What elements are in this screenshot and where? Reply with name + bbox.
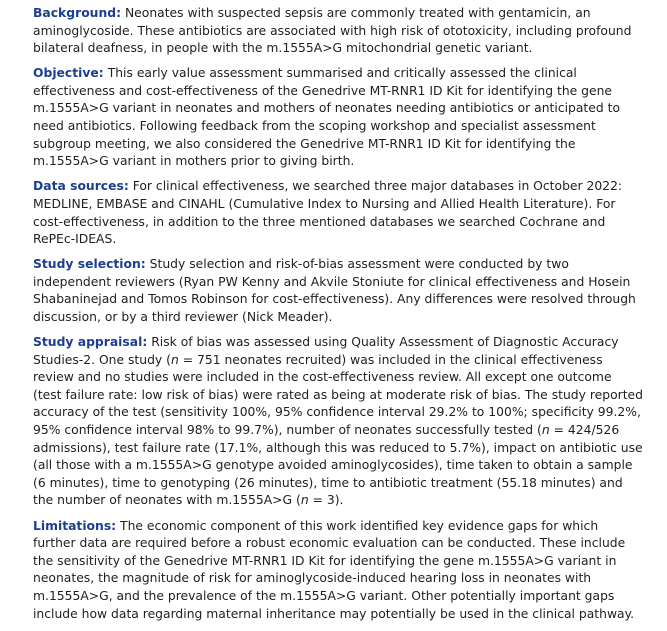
limitations-text: The economic component of this work identified key evidence gaps for which further data are required before a robust economic evaluation can be conducted. These include the sensitivity of the Genedrive MT-RNR1 ID Kit for identifying the gene m.1555A>G variant in neonates, the magnitude of risk for aminoglycoside-induced hearing loss in neonates with m.1555A>G, and the prevalence of the m.1555A>G variant. Other potentially important gaps include how data regarding maternal inheritance may potentially be used in the clinical pathway. [33,518,635,621]
appraisal-text-part: = 424/526 admissions), test failure rate (17.1%, although this was reduced to 5.7%), impact on antibiotic use (all those with a m.1555A>G genotype avoided aminoglycosides), time taken to obtain a sample (6 minutes), time to genotyping (26 minutes), time to antibiotic treatment (55.18 minutes) and the number of neonates with m.1555A>G ( [33,423,643,508]
appraisal-text-part: = 751 neonates recruited) was included in the clinical effectiveness review and no studies were included in the cost-effectiveness review. All except one outcome (test failure rate: low risk of bias) were rated as being at moderate risk of bias. The study reported accuracy of the test (sensitivity 100%, 95% confidence interval 29.2% to 100%; specificity 99.2%, 95% confidence interval 98% to 99.7%), number of neonates successfully tested ( [33,352,643,438]
study-selection-heading: Study selection: [33,257,146,272]
objective-heading: Objective: [33,66,104,81]
study-selection-text: Study selection and risk-of-bias assessment were conducted by two independent reviewers (Ryan PW Kenny and Akvile Stoniute for clinical effectiveness and Hosein Shabaninejad and Tomos Robinson for cost-effectiveness). Any differences were resolved through discussion, or by a third reviewer (Nick Meader). [33,257,636,324]
data-sources-heading: Data sources: [33,179,129,194]
study-appraisal-section [33,334,643,510]
data-sources-text: For clinical effectiveness, we searched three major databases in October 2022: MEDLINE, EMBASE and CINAHL (Cumulative Index to Nursing and Allied Health Literature). For cost-effectiveness, in addition to the three mentioned databases we searched Cochrane and RePEc-IDEAS. [33,179,623,247]
limitations-heading: Limitations: [33,518,117,533]
study-selection-section [33,256,643,326]
study-appraisal-heading: Study appraisal: [33,335,148,350]
appraisal-n-symbol: n [541,423,550,438]
background-text: Neonates with suspected sepsis are commonly treated with gentamicin, an aminoglycoside. These antibiotics are associated with high risk of ototoxicity, including profound bilateral deafness, in people with the m.1555A>G mitochondrial genetic variant. [33,6,632,56]
study-appraisal-text [33,335,643,507]
data-sources-section [33,178,643,248]
background-heading: Background: [33,6,122,20]
objective-section [33,65,643,171]
appraisal-n-symbol: n [300,493,309,508]
limitations-section [33,518,643,624]
abstract-document [33,5,643,631]
background-section [33,5,643,58]
appraisal-n-symbol: n [170,352,179,367]
appraisal-text-part: Risk of bias was assessed using Quality Assessment of Diagnostic Accuracy Studies-2. One study ( [33,335,619,367]
objective-text: This early value assessment summarised and critically assessed the clinical effectiveness and cost-effectiveness of the Genedrive MT-RNR1 ID Kit for identifying the gene m.1555A>G variant in neonates and mothers of neonates needing antibiotics or anticipated to need antibiotics. Following feedback from the scoping workshop and specialist assessment subgroup meeting, we also considered the Genedrive MT-RNR1 ID Kit for identifying the m.1555A>G variant in mothers prior to giving birth. [33,66,621,169]
appraisal-text-part: = 3). [308,493,344,508]
